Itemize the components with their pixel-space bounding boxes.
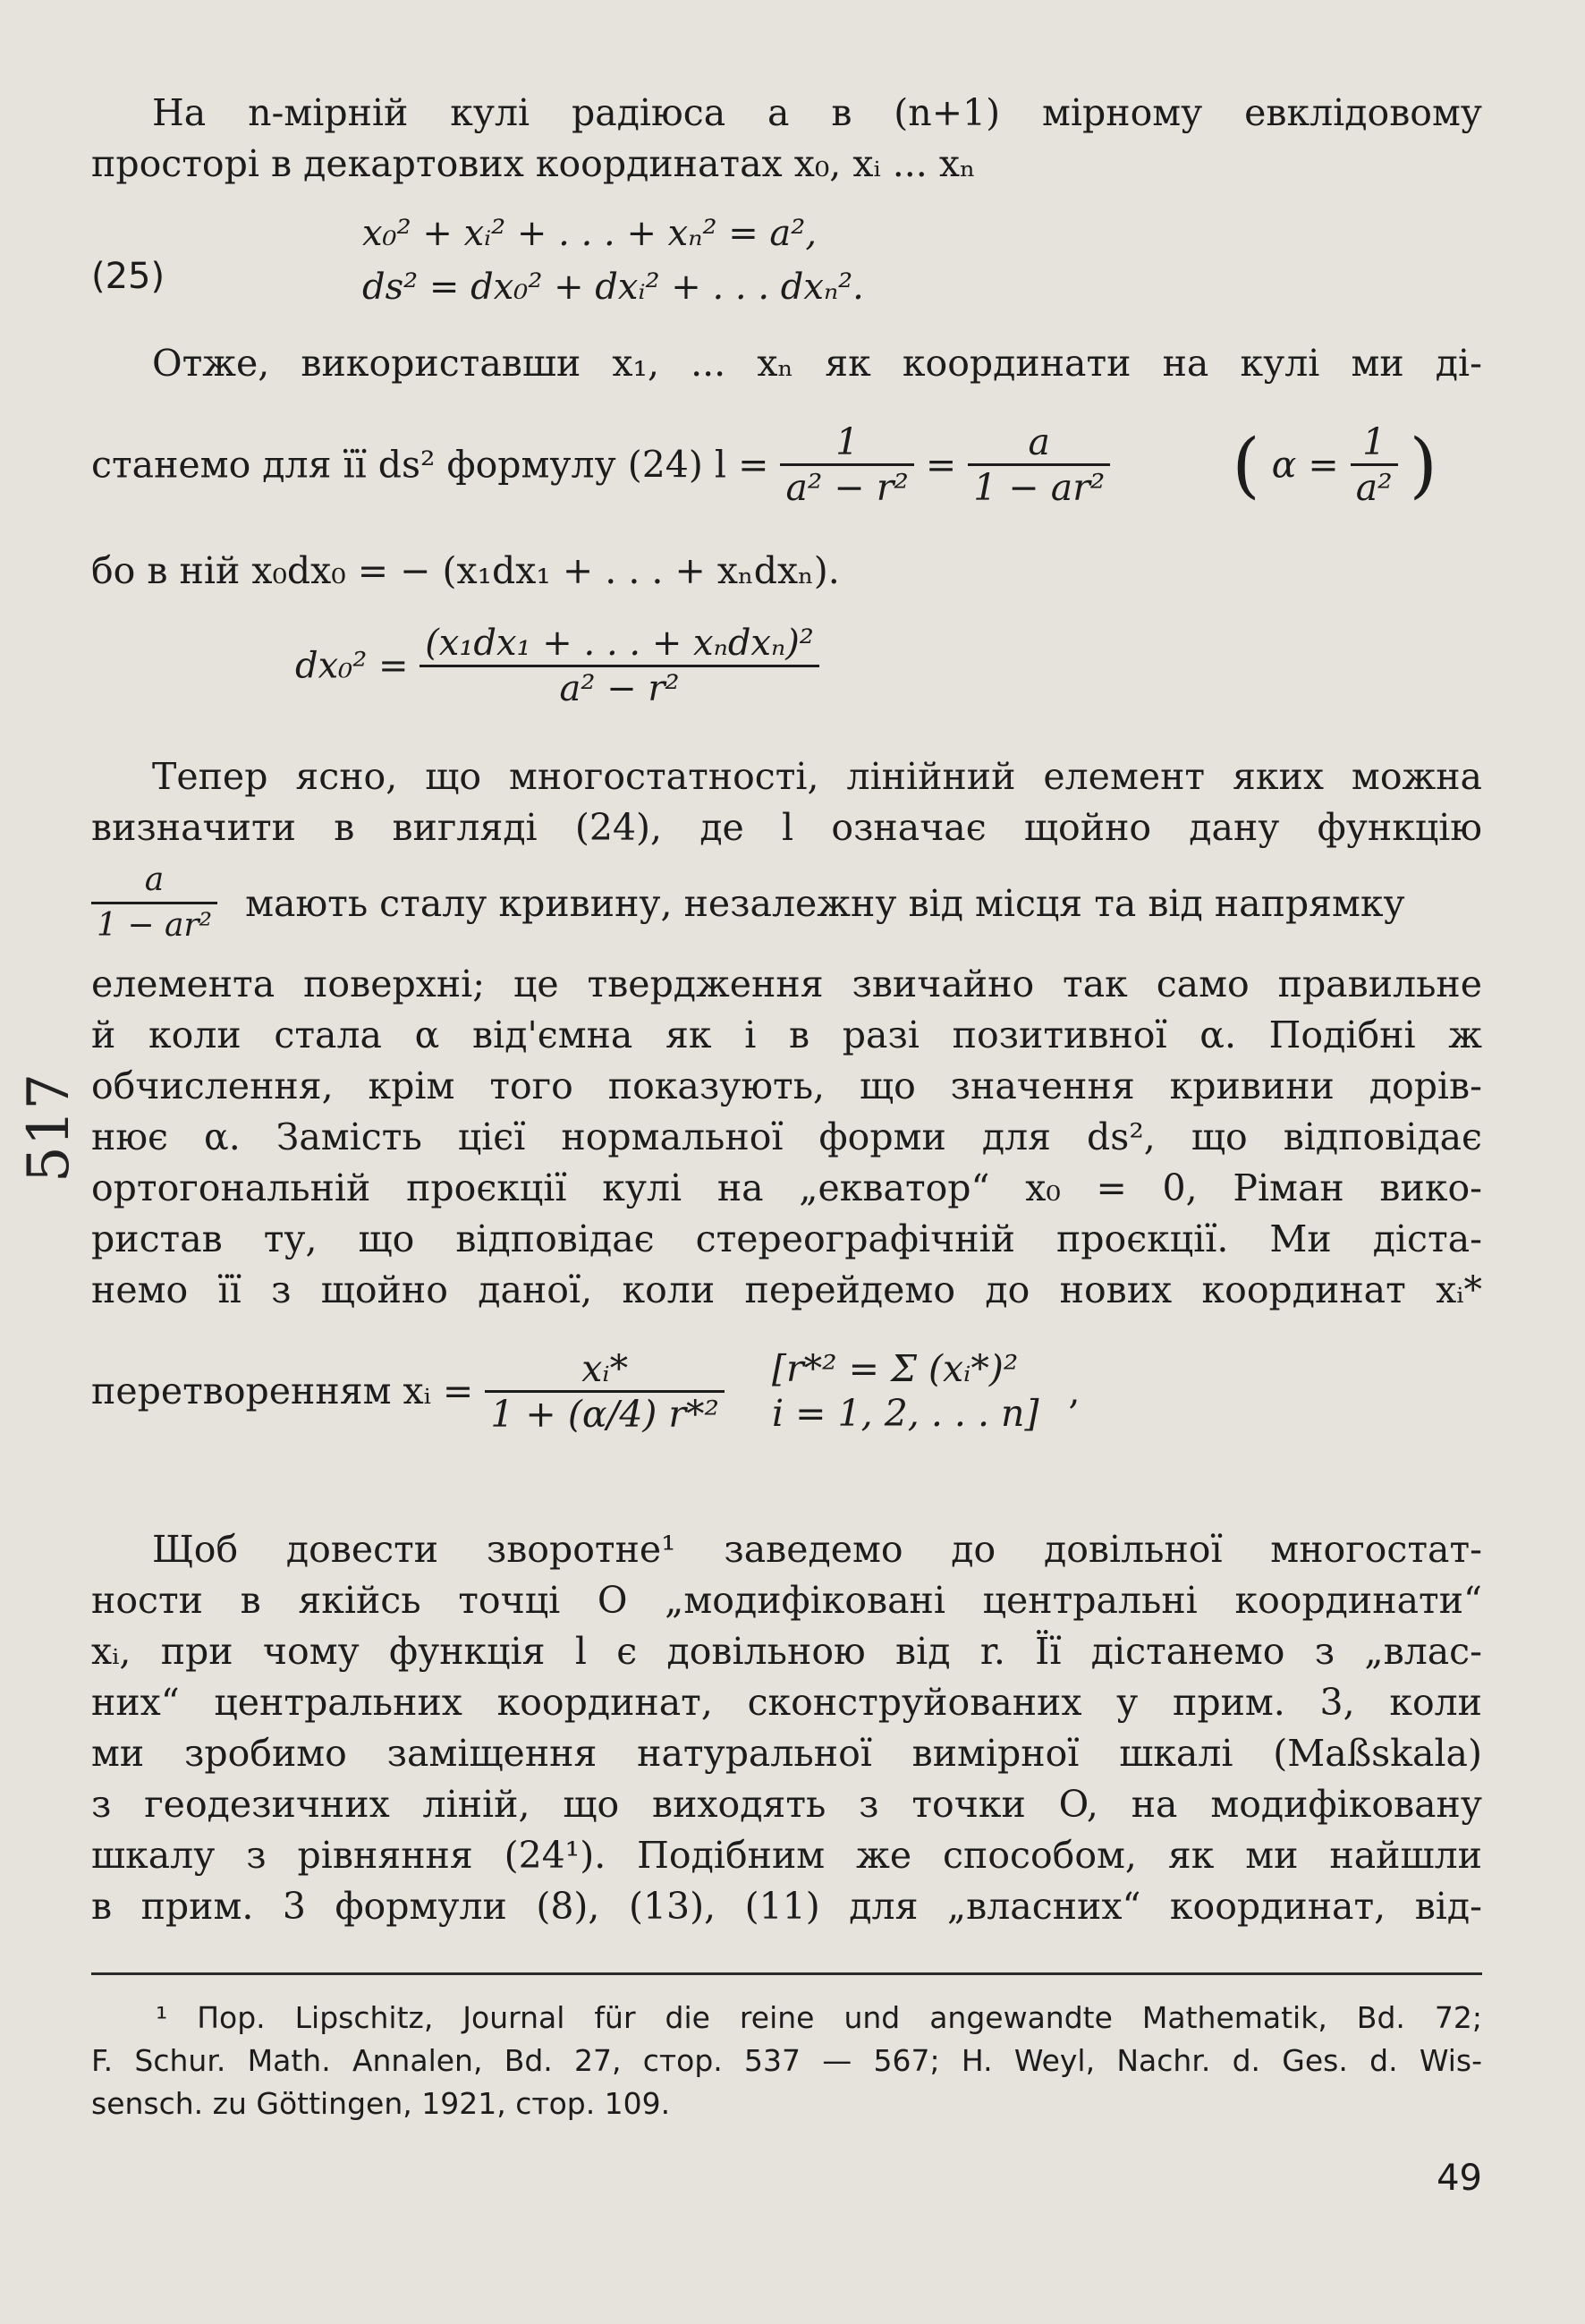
text-line: ми зробимо заміщення натуральної вимірної шкалі (Maßskala): [91, 1732, 1482, 1775]
paragraph-intro: [91, 88, 1482, 190]
bracket-line: i = 1, 2, . . . n]: [772, 1392, 1039, 1435]
fraction-denominator: a² − r²: [559, 668, 680, 709]
equation-number: (25): [91, 256, 165, 297]
alpha-definition: α =: [1271, 443, 1339, 487]
fraction-denominator: a²: [1355, 466, 1393, 509]
text-line: шкалу з рівняння (24¹). Подібним же способом, як ми найшли: [91, 1834, 1482, 1877]
footnote-line: F. Schur. Math. Annalen, Bd. 27, стор. 537 — 567; H. Weyl, Nachr. d. Ges. d. Wis-: [91, 2043, 1482, 2078]
paren-left: (: [1232, 423, 1260, 506]
equation-dx0: [295, 622, 819, 710]
text-line: мають сталу кривину, незалежну від місця та від напрямку: [245, 881, 1405, 925]
text-line: визначити в вигляді (24), де l означає щойно дану функцію: [91, 806, 1482, 849]
fraction-denominator: 1 + (α/4) r*²: [490, 1392, 719, 1436]
margin-handwritten-note: 517: [16, 1073, 82, 1183]
text-line: елемента поверхні; це твердження звичайно так само правильне: [91, 963, 1482, 1005]
text-line: ристав ту, що відповідає стереографічній проєкції. Ми діста-: [91, 1217, 1482, 1260]
equation-25-line2: ds² = dx₀² + dxᵢ² + . . . dxₙ².: [362, 267, 864, 308]
fraction-numerator: xᵢ*: [485, 1347, 725, 1393]
bracket-line: [r*² = Σ (xᵢ*)²: [772, 1347, 1019, 1390]
text-line: нює α. Замість цієї нормальної форми для ds², що відповідає: [91, 1115, 1482, 1158]
fraction: [1351, 420, 1398, 509]
text-line: На n-мірній кулі радіюса a в (n+1) мірному евклідовому: [152, 91, 1482, 134]
paragraph-x0: [91, 546, 1482, 597]
text-line: станемо для її ds² формулу (24) l =: [91, 443, 769, 487]
text-line: обчислення, крім того показують, що значення кривини дорів-: [91, 1064, 1482, 1107]
text-line: xᵢ, при чому функція l є довільною від r. Її дістанемо з „влас-: [91, 1630, 1482, 1673]
fraction: [485, 1347, 725, 1436]
paragraph-converse: [91, 1524, 1482, 1932]
fraction-numerator: a: [968, 420, 1110, 466]
fraction: [420, 622, 819, 710]
fraction-numerator: (x₁dx₁ + . . . + xₙdxₙ)²: [420, 622, 819, 667]
fraction-denominator: 1 − ar²: [97, 907, 213, 944]
text-line: немо її з щойно даної, коли перейдемо до нових координат xᵢ*: [91, 1268, 1482, 1311]
footnote: [91, 1997, 1482, 2125]
equation-lhs: dx₀² =: [295, 645, 409, 687]
fraction-denominator: 1 − ar²: [973, 466, 1106, 509]
text-line: бо в ній x₀dx₀ = − (x₁dx₁ + . . . + xₙdxₙ).: [91, 549, 840, 592]
text-line: ности в якійсь точці O „модифіковані центральні координати“: [91, 1579, 1482, 1622]
transformation-line: [91, 1346, 1482, 1436]
text-line: Щоб довести зворотне¹ заведемо до довільної многостат-: [152, 1528, 1482, 1571]
footnote-line: sensch. zu Göttingen, 1921, стор. 109.: [91, 2086, 671, 2121]
index-bracket: [772, 1346, 1038, 1436]
text-line: просторі в декартових координатах x₀, xᵢ ... xₙ: [91, 142, 976, 185]
fraction-numerator: a: [91, 859, 217, 904]
paragraph-substitution: [91, 338, 1482, 389]
text-line: з геодезичних ліній, що виходять з точки O, на модифіковану: [91, 1783, 1482, 1826]
text-line: в прим. 3 формули (8), (13), (11) для „власних“ координат, від-: [91, 1885, 1482, 1928]
text-line: й коли стала α від'ємна як і в разі позитивної α. Подібні ж: [91, 1014, 1482, 1056]
paragraph-curvature-cont: [91, 959, 1482, 1316]
paragraph-curvature: [91, 751, 1482, 853]
comma: ,: [1068, 1370, 1081, 1412]
fraction-line: [91, 859, 1482, 947]
text-line: Отже, використавши x₁, ... xₙ як координати на кулі ми ді-: [152, 342, 1482, 385]
fraction: [780, 420, 913, 509]
fraction: [91, 859, 217, 947]
fraction-numerator: 1: [780, 420, 913, 466]
text-line: Тепер ясно, що многостатності, лінійний елемент яких можна: [152, 755, 1482, 798]
paren-right: ): [1409, 423, 1437, 506]
text-line: ортогональній проєкції кулі на „екватор“ x₀ = 0, Ріман вико-: [91, 1166, 1482, 1209]
footnote-rule: [91, 1972, 1482, 1975]
fraction-denominator: a² − r²: [785, 466, 909, 509]
equals-sign: =: [925, 443, 957, 487]
text-line: перетворенням xᵢ =: [91, 1370, 474, 1412]
text-line: них“ центральних координат, сконструйованих у прим. 3, коли: [91, 1681, 1482, 1724]
footnote-line: ¹ Пор. Lipschitz, Journal für die reine und angewandte Mathematik, Bd. 72;: [156, 2000, 1482, 2035]
formula-24-line: [91, 420, 1482, 509]
equation-25-line1: x₀² + xᵢ² + . . . + xₙ² = a²,: [362, 213, 818, 254]
fraction-numerator: 1: [1351, 420, 1398, 466]
page-number: 49: [1437, 2158, 1482, 2199]
fraction: [968, 420, 1110, 509]
